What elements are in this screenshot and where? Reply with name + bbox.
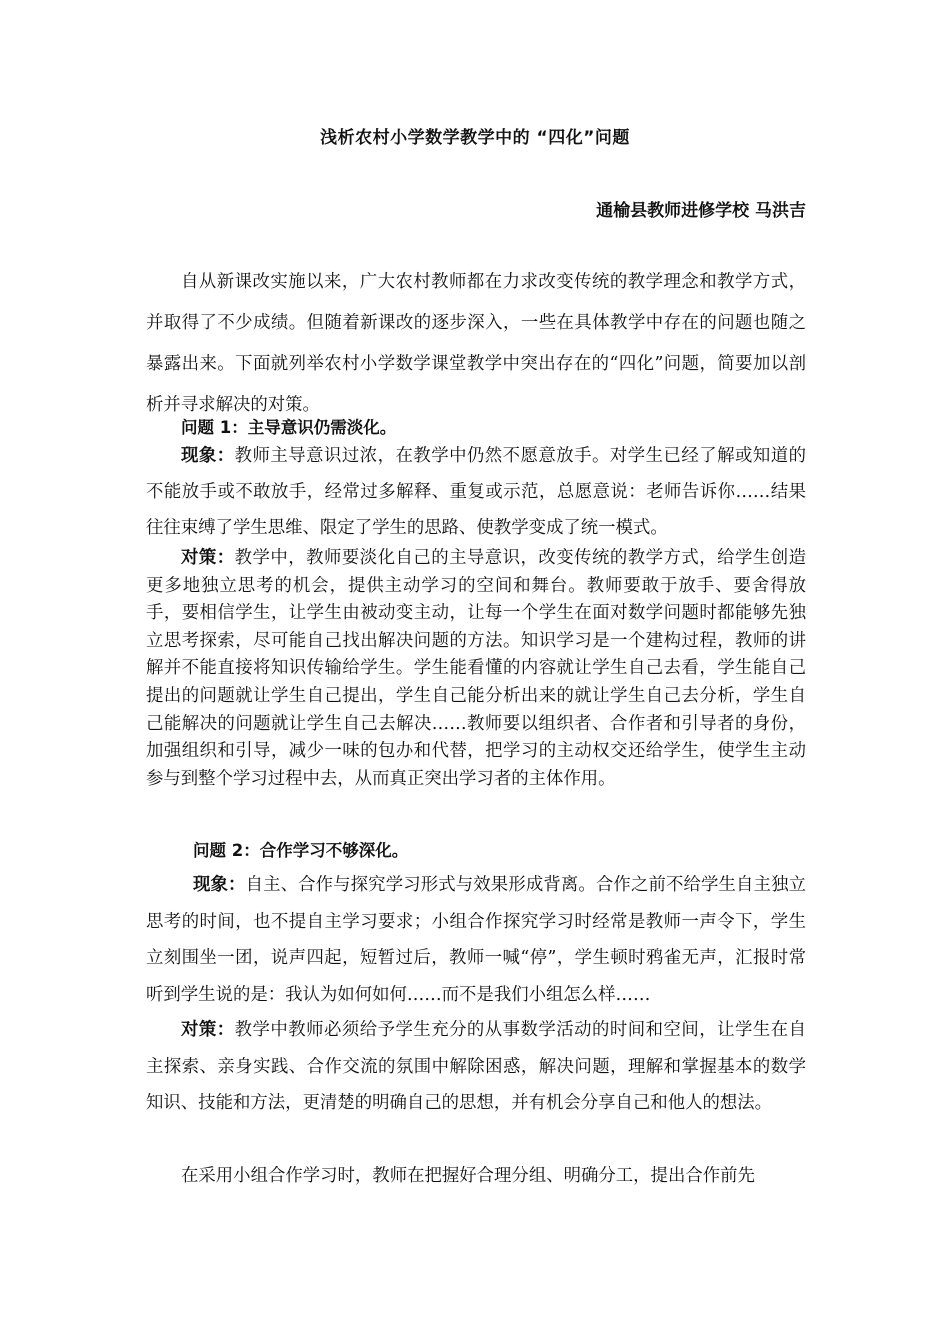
document-author: 通榆县教师进修学校 马洪吉 (596, 201, 806, 221)
strategy-text: 教学中教师必须给予学生充分的从事数学活动的时间和空间，让学生在自主探索、亲身实践、合作交流的氛围中解除困惑，解决问题，理解和掌握基本的数学知识、技能和方法，更清楚的明确自己的思想，并有机会分享自己和他人的想法。 (146, 1020, 806, 1113)
problem1-phenomenon (146, 438, 806, 546)
problem2-strategy (146, 1012, 806, 1122)
phenomenon-text: 自主、合作与探究学习形式与效果形成背离。合作之前不给学生自主独立思考的时间，也不提自主学习要求；小组合作探究学习时经常是教师一声令下，学生立刻围坐一团，说声四起，短暂过后，教师一喊“停”，学生顿时鸦雀无声，汇报时常听到学生说的是：我认为如何如何……而不是我们小组怎么样…… (146, 875, 806, 1005)
strategy-label: 对策： (181, 1020, 235, 1040)
phenomenon-label: 现象： (181, 446, 235, 466)
problem2-heading: 问题 2：合作学习不够深化。 (193, 841, 409, 860)
problem2-extra-paragraph: 在采用小组合作学习时，教师在把握好合理分组、明确分工，提出合作前先 (181, 1166, 755, 1186)
problem1-heading: 问题 1：主导意识仍需淡化。 (181, 418, 397, 437)
problem1-strategy (146, 545, 806, 793)
phenomenon-text: 教师主导意识过浓，在教学中仍然不愿意放手。对学生已经了解或知道的不能放手或不敢放手，经常过多解释、重复或示范，总愿意说：老师告诉你……结果往往束缚了学生思维、限定了学生的思路、使教学变成了统一模式。 (146, 446, 806, 538)
strategy-text: 教学中，教师要淡化自己的主导意识，改变传统的教学方式，给学生创造更多地独立思考的机会，提供主动学习的空间和舞台。教师要敢于放手、要舍得放手，要相信学生，让学生由被动变主动，让每一个学生在面对数学问题时都能够先独立思考探索，尽可能自己找出解决问题的方法。知识学习是一个建构过程，教师的讲解并不能直接将知识传输给学生。学生能看懂的内容就让学生自己去看，学生能自己提出的问题就让学生自己提出，学生自己能分析出来的就让学生自己去分析，学生自己能解决的问题就让学生自己去解决……教师要以组织者、合作者和引导者的身份，加强组织和引导，减少一味的包办和代替，把学习的主动权交还给学生，使学生主动参与到整个学习过程中去，从而真正突出学习者的主体作用。 (146, 548, 806, 789)
document-title: 浅析农村小学数学教学中的 “四化”问题 (320, 128, 630, 148)
intro-paragraph: 自从新课改实施以来，广大农村教师都在力求改变传统的教学理念和教学方式，并取得了不少成绩。但随着新课改的逐步深入，一些在具体教学中存在的问题也随之暴露出来。下面就列举农村小学数学课堂教学中突出存在的“四化”问题，简要加以剖析并寻求解决的对策。 (146, 272, 806, 415)
strategy-label: 对策： (181, 548, 235, 568)
phenomenon-label: 现象： (193, 875, 246, 895)
problem2-phenomenon (146, 867, 806, 1013)
